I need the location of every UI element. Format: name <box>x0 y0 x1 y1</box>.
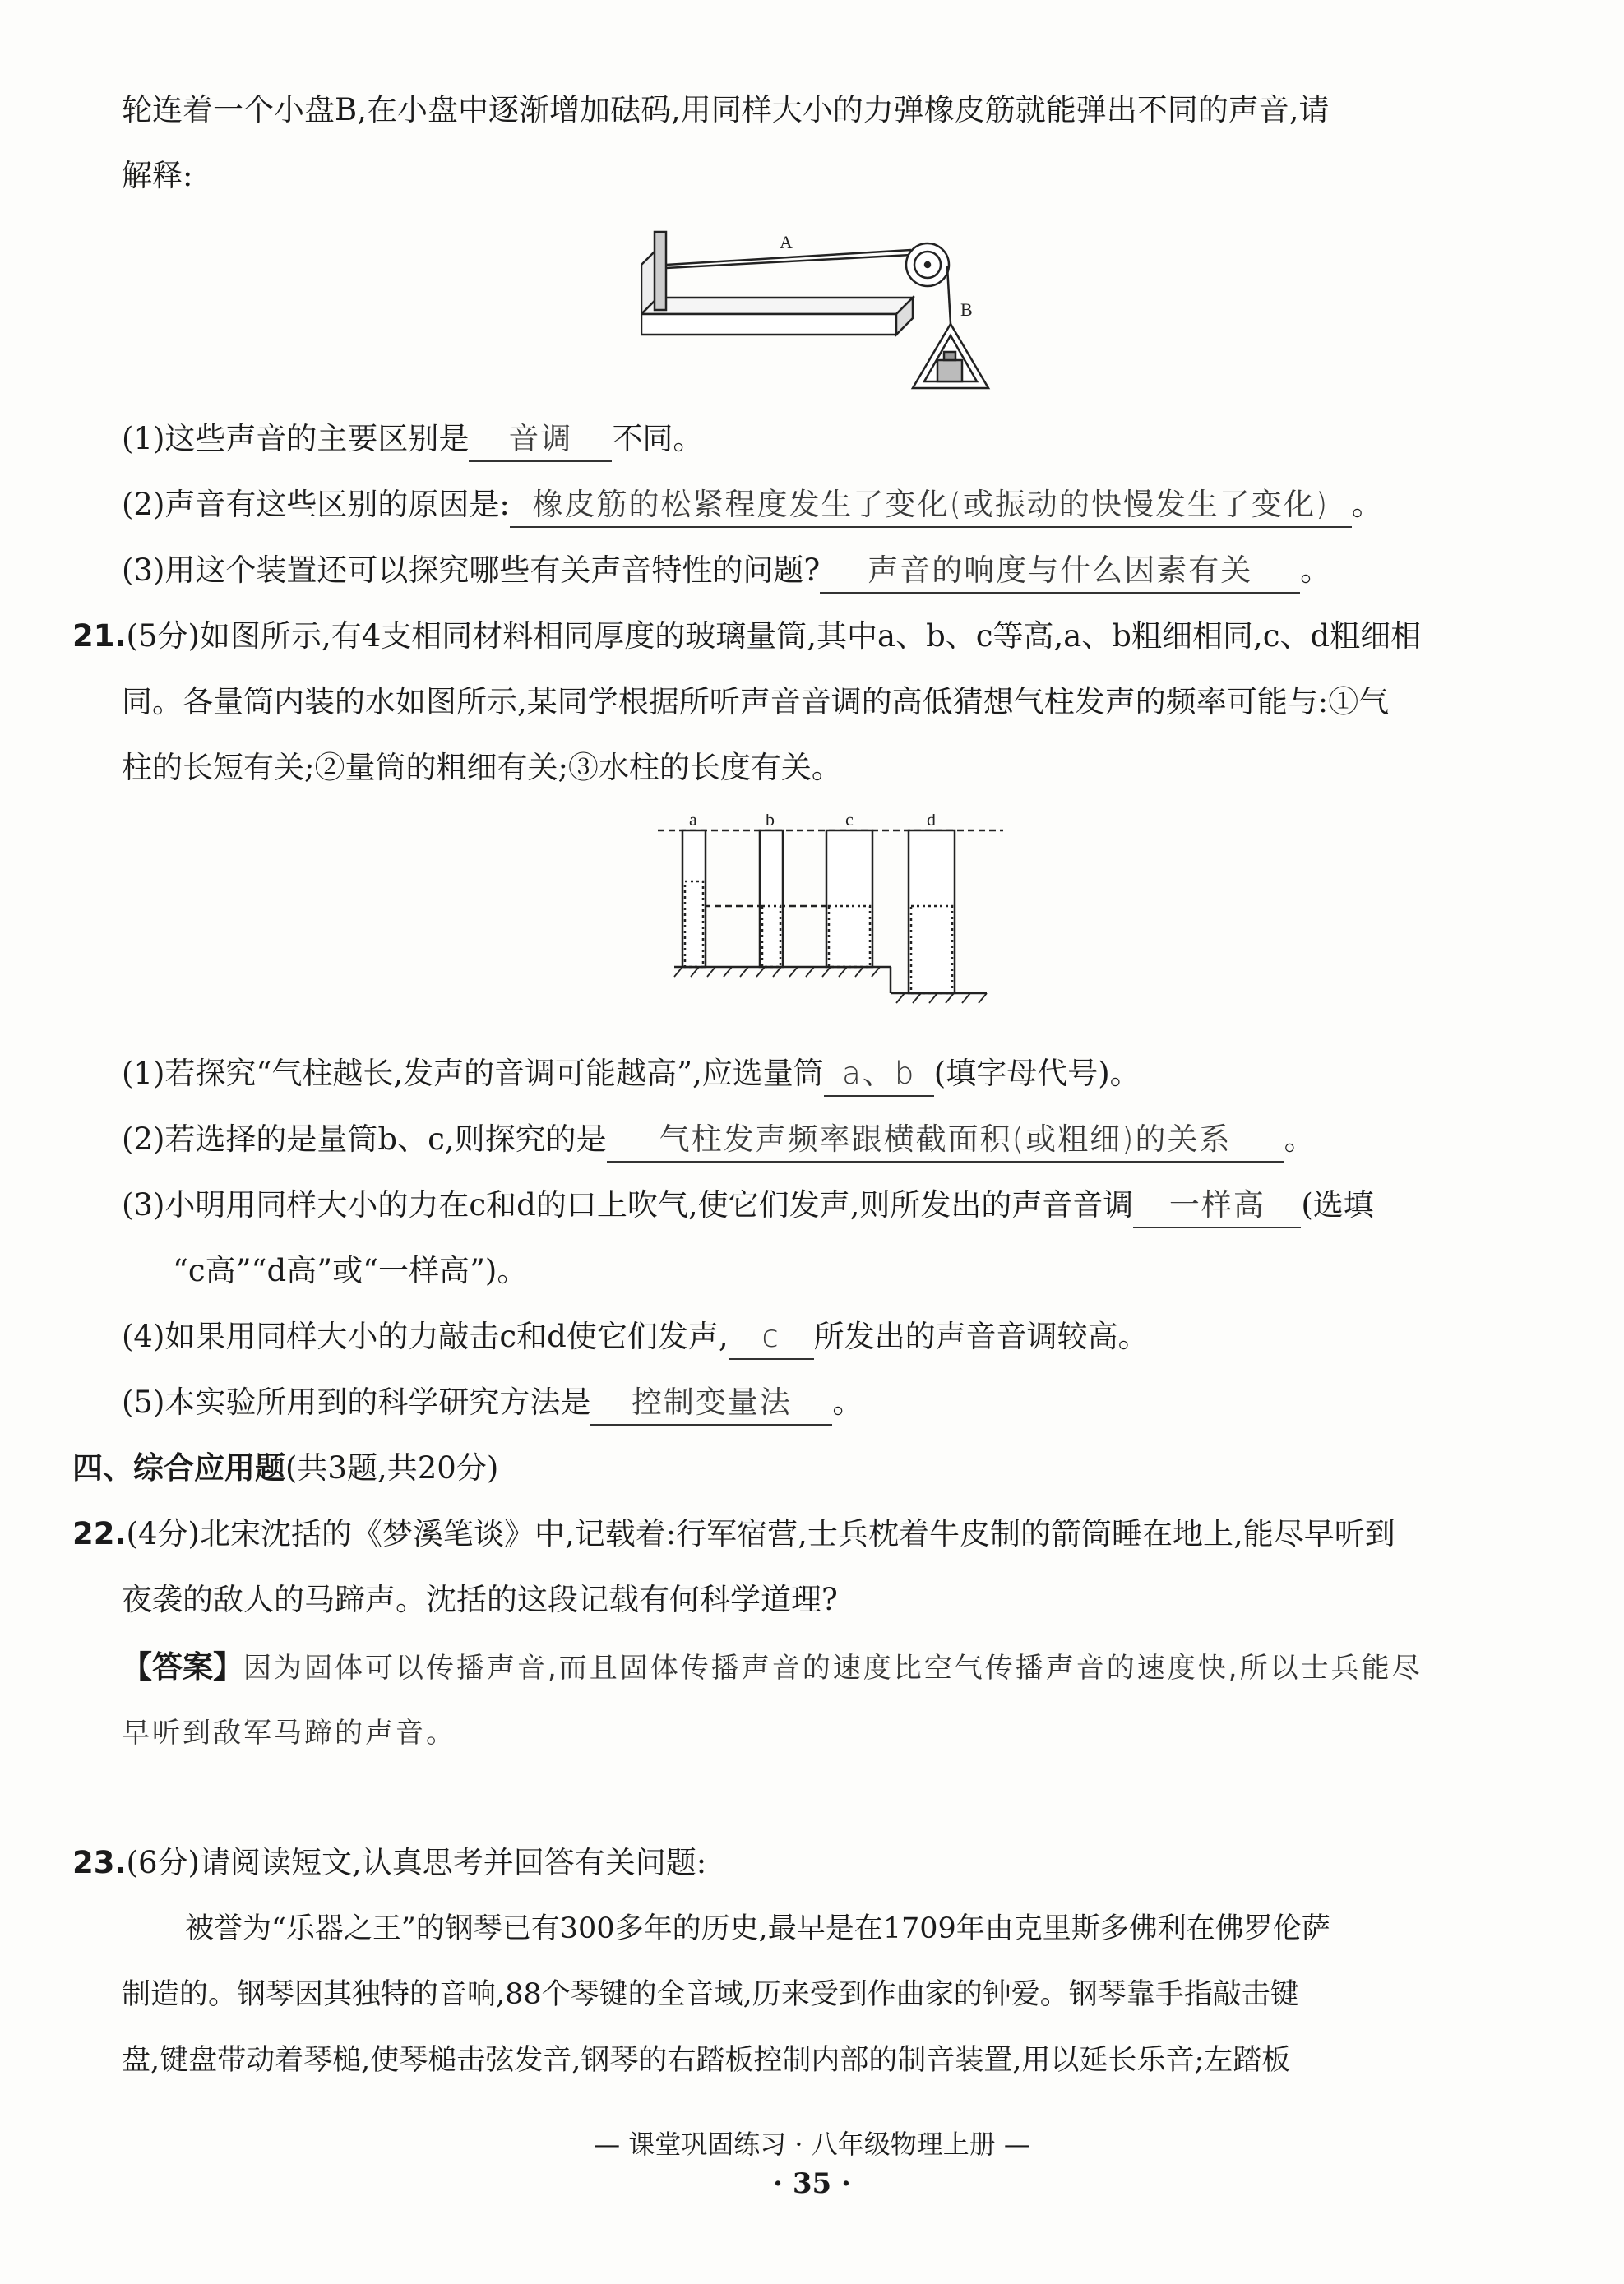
label-b: b <box>766 814 775 830</box>
label-a: a <box>689 814 697 830</box>
q21-part-5: (5)本实验所用到的科学研究方法是 控制变量法 。 <box>122 1381 863 1426</box>
q23-paragraph-line-3: 盘,键盘带动着琴槌,使琴槌击弦发音,钢琴的右踏板控制内部的制音装置,用以延长乐音;左踏板 <box>122 2044 1291 2077</box>
answer-blank: 气柱发声频率跟横截面积(或粗细)的关系 <box>607 1118 1284 1163</box>
rubber-band-pulley-figure <box>641 215 1020 396</box>
q22-answer-line-1: 【答案】因为固体可以传播声音,而且固体传播声音的速度比空气传播声音的速度快,所以士兵能尽 <box>122 1649 1423 1685</box>
section-title: 四、综合应用题 <box>72 1450 285 1486</box>
intro-line-2: 解释: <box>122 158 193 193</box>
q22-answer-line-2: 早听到敌军马蹄的声音。 <box>122 1717 456 1750</box>
q23-paragraph-line-2: 制造的。钢琴因其独特的音响,88个琴键的全音域,历来受到作曲家的钟爱。钢琴靠手指敲击键 <box>122 1978 1299 2011</box>
answer-blank: 声音的响度与什么因素有关 <box>820 549 1300 594</box>
section-heading: 四、综合应用题(共3题,共20分) <box>72 1450 499 1486</box>
answer-blank: a、b <box>824 1052 934 1097</box>
intro-line-1: 轮连着一个小盘B,在小盘中逐渐增加砝码,用同样大小的力弹橡皮筋就能弹出不同的声音,请 <box>122 92 1330 127</box>
label-a: A <box>780 232 793 252</box>
q21-part-3-options: “c高”“d高”或“一样高”)。 <box>173 1253 528 1288</box>
q21-part-3: (3)小明用同样大小的力在c和d的口上吹气,使它们发声,则所发出的声音音调 一样高 (选填 <box>122 1184 1374 1228</box>
measuring-cylinders-figure <box>658 814 1020 1019</box>
q21-part-1: (1)若探究“气柱越长,发声的音调可能越高”,应选量筒 a、b (填字母代号)。 <box>122 1052 1141 1097</box>
q20-part-1: (1)这些声音的主要区别是 音调 不同。 <box>122 418 703 462</box>
q21-line-2: 同。各量筒内装的水如图所示,某同学根据所听声音音调的高低猜想气柱发声的频率可能与:①气 <box>122 684 1390 719</box>
answer-blank: 橡皮筋的松紧程度发生了变化(或振动的快慢发生了变化) <box>510 483 1352 528</box>
q20-part-3: (3)用这个装置还可以探究哪些有关声音特性的问题? 声音的响度与什么因素有关 。 <box>122 549 1330 594</box>
page-number: · 35 · <box>773 2167 851 2200</box>
q21-part-4: (4)如果用同样大小的力敲击c和d使它们发声, c 所发出的声音音调较高。 <box>122 1315 1149 1360</box>
question-number: 23. <box>72 1845 127 1880</box>
question-number: 21. <box>72 618 127 654</box>
q22-line-2: 夜袭的敌人的马蹄声。沈括的这段记载有何科学道理? <box>122 1582 838 1617</box>
label-b: B <box>960 299 973 320</box>
answer-blank: 音调 <box>469 418 612 462</box>
answer-blank: 一样高 <box>1133 1184 1301 1228</box>
q21-line-1: 21.(5分)如图所示,有4支相同材料相同厚度的玻璃量筒,其中a、b、c等高,a、b粗细相同,c、d粗细相 <box>72 618 1422 654</box>
answer-blank: 控制变量法 <box>590 1381 832 1426</box>
label-c: c <box>845 814 854 830</box>
q21-part-2: (2)若选择的是量筒b、c,则探究的是 气柱发声频率跟横截面积(或粗细)的关系 。 <box>122 1118 1315 1163</box>
q23-paragraph-line-1: 被誉为“乐器之王”的钢琴已有300多年的历史,最早是在1709年由克里斯多佛利在佛罗伦萨 <box>185 1912 1330 1945</box>
answer-blank: c <box>729 1315 814 1360</box>
footer-title: — 课堂巩固练习 · 八年级物理上册 — <box>594 2129 1030 2160</box>
q22-line-1: 22.(4分)北宋沈括的《梦溪笔谈》中,记载着:行军宿营,士兵枕着牛皮制的箭筒睡在地上,能尽早听到 <box>72 1516 1395 1551</box>
answer-tag: 【答案】 <box>122 1649 243 1685</box>
question-number: 22. <box>72 1516 127 1551</box>
q21-line-3: 柱的长短有关;②量筒的粗细有关;③水柱的长度有关。 <box>122 750 842 785</box>
label-d: d <box>927 814 936 830</box>
q20-part-2: (2)声音有这些区别的原因是: 橡皮筋的松紧程度发生了变化(或振动的快慢发生了变化) 。 <box>122 483 1382 528</box>
q23-line-1: 23.(6分)请阅读短文,认真思考并回答有关问题: <box>72 1845 707 1880</box>
